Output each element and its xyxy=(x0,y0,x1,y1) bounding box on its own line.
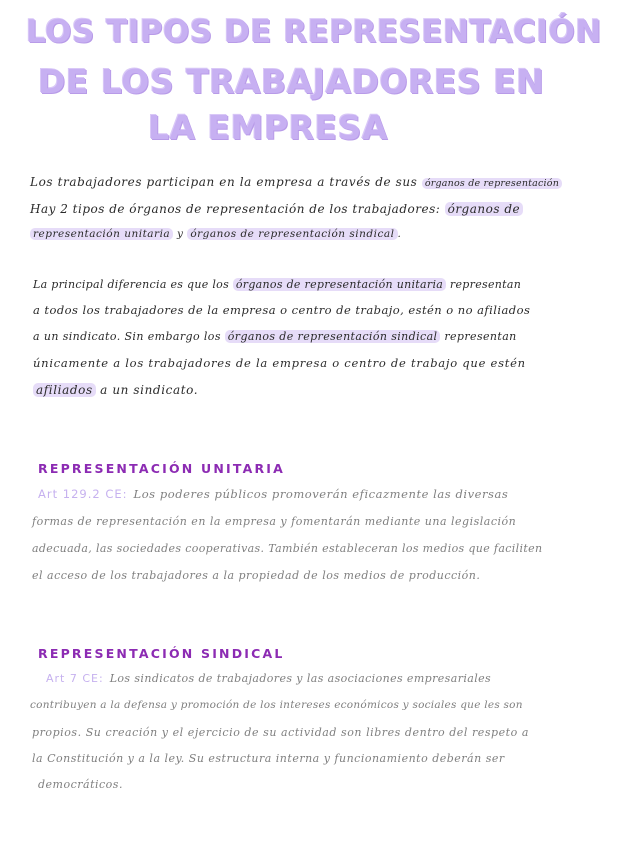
unitaria-line-2: formas de representación en la empresa y fomentarán mediante una legislación xyxy=(32,515,517,528)
text: representan xyxy=(446,278,522,291)
text: La principal diferencia es que los xyxy=(33,278,233,291)
diff-line-2: a todos los trabajadores de la empresa o centro de trabajo, estén o no afiliados xyxy=(33,303,531,317)
highlight: órganos de xyxy=(445,202,524,216)
title-line-2: DE LOS TRABAJADORES EN xyxy=(38,62,545,101)
text: a un sindicato. xyxy=(95,383,199,397)
title-line-1: LOS TIPOS DE REPRESENTACIÓN xyxy=(26,14,602,50)
highlight: representación unitaria xyxy=(30,228,173,240)
diff-line-5 xyxy=(33,384,198,396)
sindical-line-2: contribuyen a la defensa y promoción de los intereses económicos y sociales que les son xyxy=(30,699,523,711)
sindical-line-5: democráticos. xyxy=(38,778,123,791)
text: Los trabajadores participan en la empresa a través de sus xyxy=(30,175,422,189)
diff-line-1 xyxy=(33,279,521,290)
text: representan xyxy=(440,330,517,343)
text: . xyxy=(397,228,402,240)
unitaria-line-4: el acceso de los trabajadores a la propiedad de los medios de producción. xyxy=(32,569,481,582)
highlight: órganos de representación sindical xyxy=(187,228,397,240)
intro-line-2 xyxy=(30,203,523,215)
unitaria-line-3: adecuada, las sociedades cooperativas. También estableceran los medios que faciliten xyxy=(32,542,543,555)
highlight: órganos de representación unitaria xyxy=(233,278,446,291)
unitaria-line-1 xyxy=(38,489,508,501)
highlight: órganos de representación sindical xyxy=(225,330,441,343)
section-heading-sindical: REPRESENTACIÓN SINDICAL xyxy=(38,646,285,661)
highlight: órganos de representación xyxy=(422,178,562,189)
text: Los poderes públicos promoverán eficazmente las diversas xyxy=(133,487,509,501)
diff-line-3 xyxy=(33,331,517,342)
sindical-line-3: propios. Su creación y el ejercicio de su actividad son libres dentro del respeto a xyxy=(32,726,529,739)
diff-line-4: únicamente a los trabajadores de la empresa o centro de trabajo que estén xyxy=(33,356,526,370)
text: Los sindicatos de trabajadores y las asociaciones empresariales xyxy=(109,672,492,685)
article-label: Art 7 CE: xyxy=(46,672,104,685)
article-label: Art 129.2 CE: xyxy=(38,487,128,501)
sindical-line-1 xyxy=(46,673,491,684)
intro-line-3 xyxy=(30,229,401,240)
text: y xyxy=(173,228,188,240)
text: Hay 2 tipos de órganos de representación de los trabajadores: xyxy=(30,202,445,216)
title-line-3: LA EMPRESA xyxy=(148,108,388,147)
text: a un sindicato. Sin embargo los xyxy=(33,330,225,343)
sindical-line-4: la Constitución y a la ley. Su estructura interna y funcionamiento deberán ser xyxy=(32,752,505,765)
section-heading-unitaria: REPRESENTACIÓN UNITARIA xyxy=(38,461,286,476)
intro-line-1 xyxy=(30,176,562,189)
highlight: afiliados xyxy=(33,383,96,397)
